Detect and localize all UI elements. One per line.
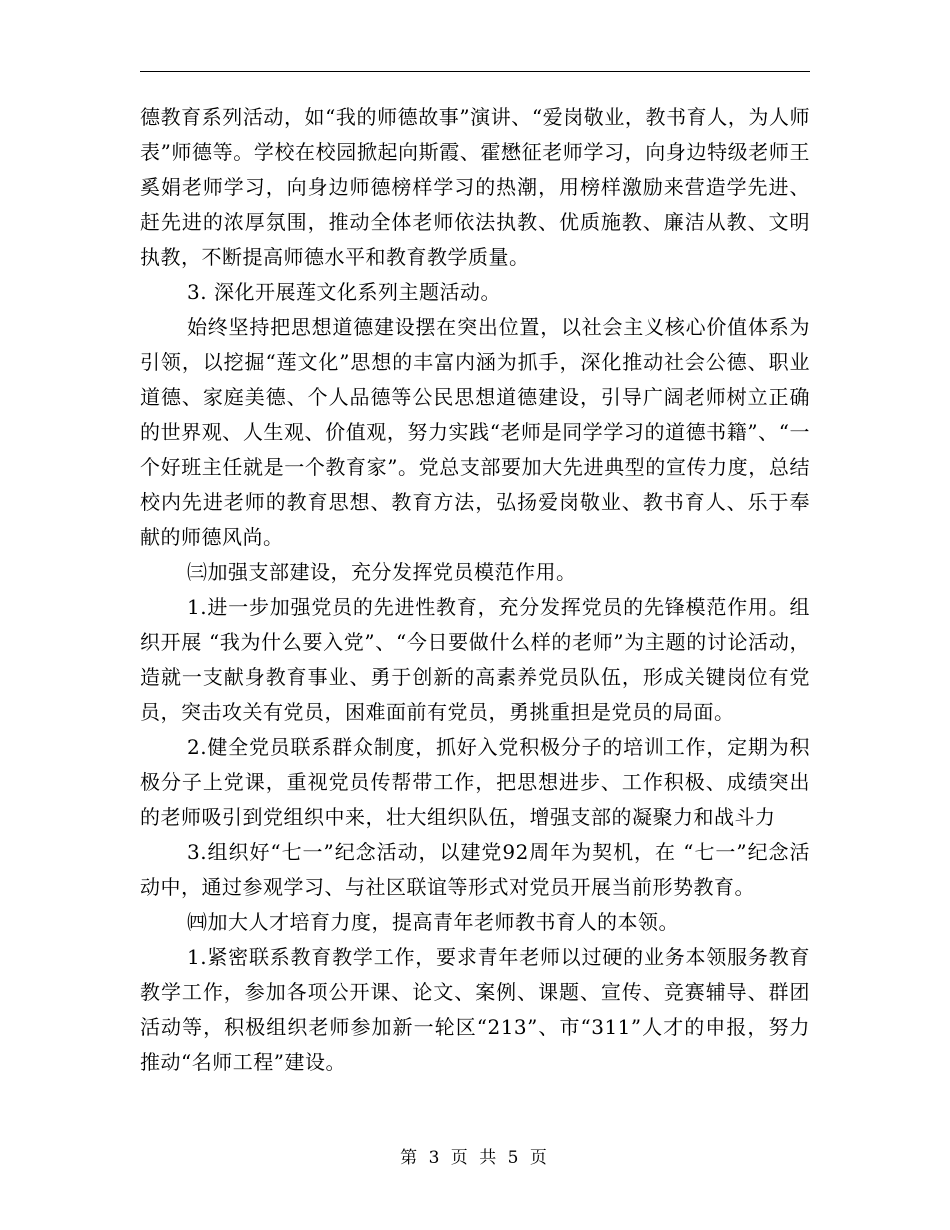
paragraph: 1.紧密联系教育教学工作，要求青年老师以过硬的业务本领服务教育教学工作，参加各项公开课、论文、案例、课题、宣传、竞赛辅导、群团活动等，积极组织老师参加新一轮区“213”、市“311”人才的申报，努力推动“名师工程”建设。 bbox=[140, 945, 810, 1074]
document-body bbox=[140, 100, 810, 1080]
paragraph: 德教育系列活动，如“我的师德故事”演讲、“爱岗敬业，教书育人，为人师表”师德等。学校在校园掀起向斯霞、霍懋征老师学习，向身边特级老师王奚娟老师学习，向身边师德榜样学习的热潮，用榜样激励来营造学先进、赶先进的浓厚氛围，推动全体老师依法执教、优质施教、廉洁从教、文明执教，不断提高师德水平和教育教学质量。 bbox=[140, 105, 810, 269]
paragraph: 1.进一步加强党员的先进性教育，充分发挥党员的先锋模范作用。组织开展 “我为什么要入党”、“今日要做什么样的老师”为主题的讨论活动，造就一支献身教育事业、勇于创新的高素养党员队伍，形成关键岗位有党员，突击攻关有党员，困难面前有党员，勇挑重担是党员的局面。 bbox=[140, 595, 810, 724]
section-heading: ㈢加强支部建设，充分发挥党员模范作用。 bbox=[187, 560, 577, 584]
paragraph: 3. 深化开展莲文化系列主题活动。 bbox=[187, 280, 501, 304]
page-number: 第 3 页 共 5 页 bbox=[400, 1148, 550, 1168]
paragraph: 3.组织好“七一”纪念活动，以建党92周年为契机，在 “七一”纪念活动中，通过参观学习、与社区联谊等形式对党员开展当前形势教育。 bbox=[140, 840, 810, 899]
paragraph: 2.健全党员联系群众制度，抓好入党积极分子的培训工作，定期为积极分子上党课，重视党员传帮带工作，把思想进步、工作积极、成绩突出的老师吸引到党组织中来，壮大组织队伍，增强支部的凝聚力和战斗力 bbox=[140, 735, 810, 829]
paragraph: 始终坚持把思想道德建设摆在突出位置，以社会主义核心价值体系为引领，以挖掘“莲文化”思想的丰富内涵为抓手，深化推动社会公德、职业道德、家庭美德、个人品德等公民思想道德建设，引导广阔老师树立正确的世界观、人生观、价值观，努力实践“老师是同学学习的道德书籍”、“一个好班主任就是一个教育家”。党总支部要加大先进典型的宣传力度，总结校内先进老师的教育思想、教育方法，弘扬爱岗敬业、教书育人、乐于奉献的师德风尚。 bbox=[140, 315, 810, 549]
section-heading: ㈣加大人才培育力度，提高青年老师教书育人的本领。 bbox=[187, 910, 679, 934]
header-rule bbox=[140, 71, 810, 72]
